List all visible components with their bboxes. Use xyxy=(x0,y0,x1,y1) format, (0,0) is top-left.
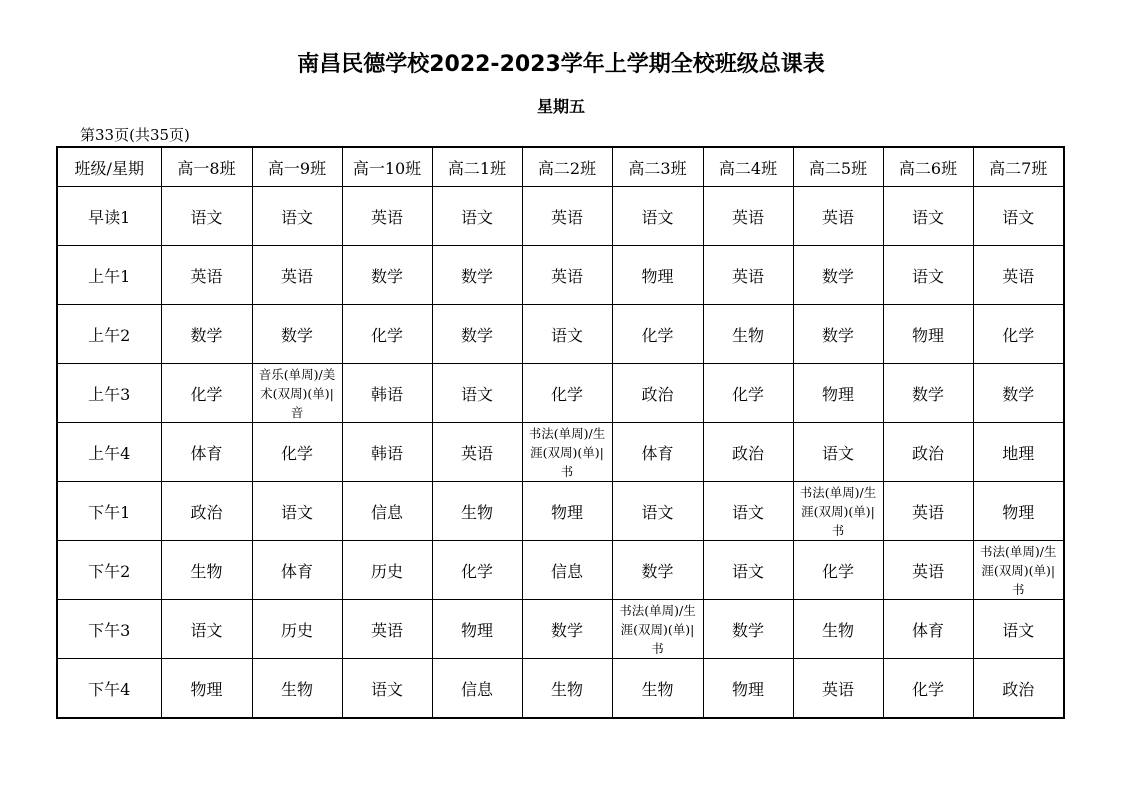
period-label: 下午3 xyxy=(57,600,161,659)
schedule-cell: 语文 xyxy=(252,187,342,246)
schedule-cell: 物理 xyxy=(522,482,612,541)
table-row xyxy=(57,482,1064,541)
schedule-cell: 英语 xyxy=(342,600,432,659)
schedule-cell: 语文 xyxy=(973,187,1064,246)
schedule-cell: 政治 xyxy=(703,423,793,482)
schedule-cell xyxy=(793,482,883,541)
schedule-cell: 生物 xyxy=(703,305,793,364)
schedule-cell: 数学 xyxy=(522,600,612,659)
table-row xyxy=(57,305,1064,364)
header-corner: 班级/星期 xyxy=(57,147,161,187)
schedule-cell: 语文 xyxy=(161,187,252,246)
header-class: 高一8班 xyxy=(161,147,252,187)
schedule-cell: 数学 xyxy=(342,246,432,305)
schedule-cell: 体育 xyxy=(161,423,252,482)
schedule-cell: 语文 xyxy=(703,482,793,541)
table-row xyxy=(57,659,1064,719)
schedule-cell: 化学 xyxy=(612,305,703,364)
schedule-cell: 政治 xyxy=(973,659,1064,719)
schedule-cell: 语文 xyxy=(432,364,522,423)
schedule-cell: 语文 xyxy=(432,187,522,246)
schedule-cell: 物理 xyxy=(703,659,793,719)
schedule-cell-text: 音乐(单周)/美术(双周)(单)|音 xyxy=(258,366,336,420)
schedule-cell: 语文 xyxy=(883,187,973,246)
schedule-cell: 韩语 xyxy=(342,423,432,482)
weekday-subtitle: 星期五 xyxy=(536,97,585,116)
schedule-cell: 语文 xyxy=(252,482,342,541)
schedule-cell: 英语 xyxy=(522,246,612,305)
schedule-cell: 化学 xyxy=(703,364,793,423)
header-class: 高一9班 xyxy=(252,147,342,187)
schedule-cell: 数学 xyxy=(793,305,883,364)
period-label: 上午3 xyxy=(57,364,161,423)
table-row xyxy=(57,246,1064,305)
schedule-cell: 数学 xyxy=(612,541,703,600)
table-row xyxy=(57,423,1064,482)
header-class: 高二2班 xyxy=(522,147,612,187)
schedule-cell: 地理 xyxy=(973,423,1064,482)
schedule-cell: 数学 xyxy=(252,305,342,364)
schedule-cell: 英语 xyxy=(522,187,612,246)
period-label: 下午2 xyxy=(57,541,161,600)
schedule-cell: 信息 xyxy=(522,541,612,600)
schedule-cell: 语文 xyxy=(883,246,973,305)
schedule-cell: 英语 xyxy=(793,659,883,719)
period-label: 上午4 xyxy=(57,423,161,482)
schedule-cell: 语文 xyxy=(522,305,612,364)
schedule-cell-text: 书法(单周)/生涯(双周)(单)|书 xyxy=(980,543,1057,597)
schedule-cell: 语文 xyxy=(973,600,1064,659)
schedule-cell: 化学 xyxy=(793,541,883,600)
schedule-cell: 化学 xyxy=(973,305,1064,364)
table-row xyxy=(57,541,1064,600)
period-label: 下午4 xyxy=(57,659,161,719)
schedule-cell: 语文 xyxy=(793,423,883,482)
period-label: 上午1 xyxy=(57,246,161,305)
schedule-cell: 英语 xyxy=(793,187,883,246)
period-label: 上午2 xyxy=(57,305,161,364)
schedule-cell: 政治 xyxy=(612,364,703,423)
schedule-cell: 体育 xyxy=(252,541,342,600)
schedule-cell: 信息 xyxy=(342,482,432,541)
schedule-cell: 信息 xyxy=(432,659,522,719)
period-label: 早读1 xyxy=(57,187,161,246)
schedule-cell: 英语 xyxy=(703,187,793,246)
header-class: 高二5班 xyxy=(793,147,883,187)
schedule-cell: 物理 xyxy=(973,482,1064,541)
schedule-cell: 数学 xyxy=(973,364,1064,423)
schedule-cell-text: 书法(单周)/生涯(双周)(单)|书 xyxy=(528,425,606,479)
schedule-cell: 数学 xyxy=(161,305,252,364)
schedule-cell xyxy=(522,423,612,482)
table-row xyxy=(57,600,1064,659)
schedule-cell xyxy=(252,364,342,423)
header-class: 高一10班 xyxy=(342,147,432,187)
schedule-cell: 英语 xyxy=(973,246,1064,305)
schedule-cell: 物理 xyxy=(432,600,522,659)
schedule-cell: 物理 xyxy=(612,246,703,305)
schedule-cell: 历史 xyxy=(252,600,342,659)
schedule-cell xyxy=(973,541,1064,600)
header-row xyxy=(57,147,1064,187)
schedule-cell: 物理 xyxy=(161,659,252,719)
schedule-cell: 英语 xyxy=(883,482,973,541)
timetable-body xyxy=(57,187,1064,719)
schedule-cell: 数学 xyxy=(432,246,522,305)
schedule-cell: 英语 xyxy=(432,423,522,482)
schedule-cell: 政治 xyxy=(161,482,252,541)
schedule-cell: 生物 xyxy=(522,659,612,719)
header-class: 高二3班 xyxy=(612,147,703,187)
schedule-cell: 生物 xyxy=(612,659,703,719)
schedule-cell: 化学 xyxy=(252,423,342,482)
schedule-cell: 数学 xyxy=(432,305,522,364)
schedule-cell: 政治 xyxy=(883,423,973,482)
schedule-cell: 数学 xyxy=(883,364,973,423)
schedule-cell: 数学 xyxy=(703,600,793,659)
schedule-cell: 体育 xyxy=(612,423,703,482)
schedule-cell: 物理 xyxy=(793,364,883,423)
page-info: 第33页(共35页) xyxy=(80,126,190,144)
table-row xyxy=(57,187,1064,246)
document-title: 南昌民德学校2022-2023学年上学期全校班级总课表 xyxy=(297,52,825,77)
schedule-cell: 英语 xyxy=(883,541,973,600)
schedule-cell: 历史 xyxy=(342,541,432,600)
schedule-cell: 语文 xyxy=(161,600,252,659)
schedule-cell-text: 书法(单周)/生涯(双周)(单)|书 xyxy=(619,602,696,656)
schedule-cell: 英语 xyxy=(252,246,342,305)
header-class: 高二7班 xyxy=(973,147,1064,187)
period-label: 下午1 xyxy=(57,482,161,541)
schedule-cell: 化学 xyxy=(522,364,612,423)
header-class: 高二1班 xyxy=(432,147,522,187)
schedule-cell: 化学 xyxy=(161,364,252,423)
schedule-cell: 语文 xyxy=(612,187,703,246)
schedule-cell: 语文 xyxy=(612,482,703,541)
schedule-cell: 化学 xyxy=(883,659,973,719)
schedule-cell-text: 书法(单周)/生涯(双周)(单)|书 xyxy=(799,484,877,538)
schedule-cell: 韩语 xyxy=(342,364,432,423)
schedule-cell: 语文 xyxy=(342,659,432,719)
schedule-cell: 生物 xyxy=(432,482,522,541)
schedule-cell: 数学 xyxy=(793,246,883,305)
schedule-cell: 物理 xyxy=(883,305,973,364)
schedule-cell: 语文 xyxy=(703,541,793,600)
schedule-cell xyxy=(612,600,703,659)
schedule-cell: 生物 xyxy=(161,541,252,600)
header-class: 高二4班 xyxy=(703,147,793,187)
schedule-cell: 化学 xyxy=(432,541,522,600)
schedule-cell: 英语 xyxy=(342,187,432,246)
schedule-cell: 生物 xyxy=(252,659,342,719)
timetable xyxy=(56,146,1065,719)
header-class: 高二6班 xyxy=(883,147,973,187)
schedule-cell: 英语 xyxy=(703,246,793,305)
schedule-cell: 体育 xyxy=(883,600,973,659)
schedule-cell: 化学 xyxy=(342,305,432,364)
schedule-cell: 英语 xyxy=(161,246,252,305)
schedule-cell: 生物 xyxy=(793,600,883,659)
table-row xyxy=(57,364,1064,423)
